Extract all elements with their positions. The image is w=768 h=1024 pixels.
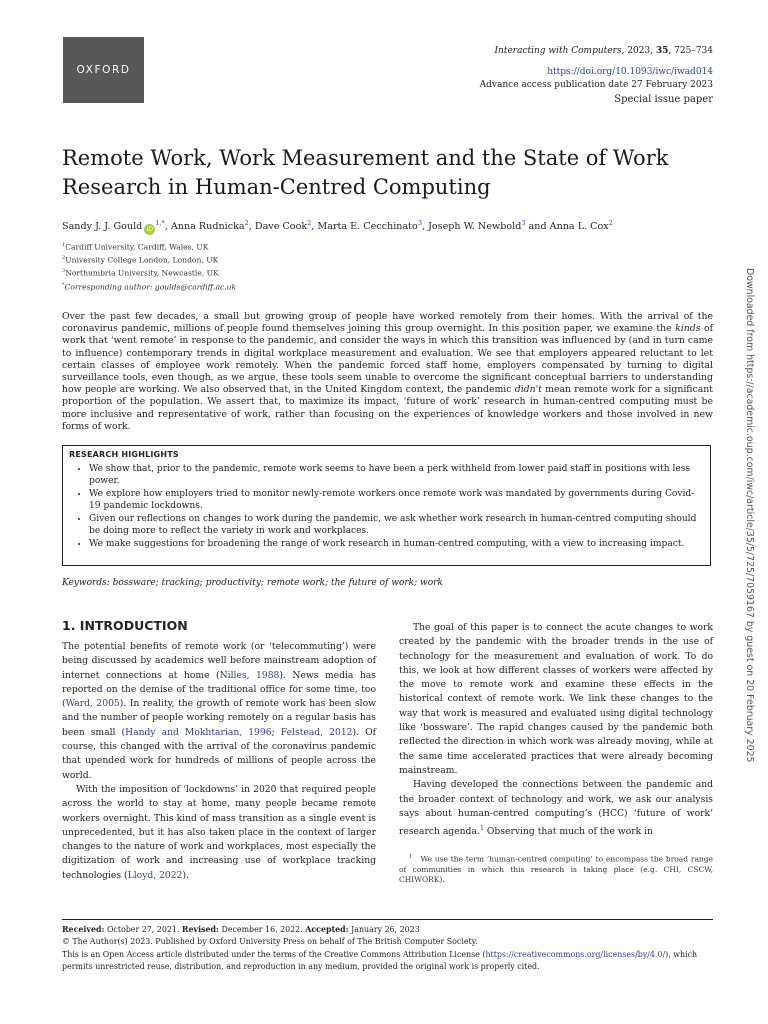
highlight-item: • We make suggestions for broadening the range of work research in human-centred computing, with a view to increasing impact.	[89, 538, 704, 550]
article-footer	[62, 924, 713, 974]
journal-volume: 35	[655, 46, 669, 56]
author-name[interactable]: Anna L. Cox	[549, 221, 609, 233]
paragraph-text: ). Of course, this changed with the arrival of the coronavirus pandemic that upended work for hundreds of millions of people across the world.	[62, 726, 377, 781]
article-dates	[62, 924, 713, 936]
license-notice	[62, 949, 713, 961]
copyright-notice: © The Author(s) 2023. Published by Oxford University Press on behalf of The British Computer Society.	[62, 937, 478, 947]
affiliation-text: University College London, London, UK	[65, 255, 219, 265]
footer-divider	[62, 919, 713, 920]
author-affiliation-mark[interactable]: 3	[521, 219, 526, 227]
accepted-label: Accepted:	[305, 925, 349, 934]
license-link[interactable]: https://creativecommons.org/licenses/by/4.0/	[485, 949, 666, 959]
abstract	[62, 311, 713, 433]
journal-name: Interacting with Computers	[494, 46, 622, 56]
journal-citation	[494, 46, 713, 56]
affiliation-number: *	[62, 281, 65, 288]
revised-date: December 16, 2022.	[218, 925, 306, 934]
footnote	[399, 852, 713, 885]
author-affiliation-mark[interactable]: 2	[244, 219, 249, 227]
author-affiliation-mark[interactable]: 2	[307, 219, 312, 227]
journal-year: , 2023,	[621, 46, 656, 56]
body-column-right	[399, 621, 713, 840]
paragraph-text: The potential benefits of remote work (or ‘telecommuting’) were being discussed by academics well before mainstream adoption of internet connections at home (	[62, 641, 376, 681]
received-date: October 27, 2021.	[104, 925, 182, 934]
research-highlights-list	[69, 463, 704, 550]
advance-access-date: Advance access publication date 27 February 2023	[479, 80, 713, 90]
doi-link[interactable]: https://doi.org/10.1093/iwc/iwad014	[547, 67, 713, 77]
affiliation-item	[62, 240, 236, 253]
publisher-name: OXFORD	[76, 64, 131, 76]
abstract-text: mean remote work for a significant proportion of the population. We assert that, to maximize its impact, ‘future of work’ research in human-centred computing must be more inclusive and representative of work, rather than focusing on the experiences of knowledge workers and those involved in new forms of work.	[62, 384, 713, 432]
author-separator: ,	[164, 221, 171, 233]
author-affiliation-mark[interactable]: 3	[417, 219, 422, 227]
citation-link[interactable]: Felstead, 2012	[280, 726, 353, 738]
citation-link[interactable]: Ward, 2005	[65, 698, 120, 710]
paragraph-text: ). News media has reported on the demise of the traditional office for some time, too (	[62, 669, 376, 710]
paragraph-text: ). In reality, the growth of remote work has been slow and the number of people working remotely on a regular basis has been small (	[62, 698, 376, 738]
author-name[interactable]: Anna Rudnicka	[170, 221, 245, 233]
article-type: Special issue paper	[614, 94, 713, 105]
author-separator: ,	[248, 221, 255, 233]
received-label: Received:	[62, 925, 105, 934]
abstract-text: of work that ‘went remote’ in response to the pandemic, and consider the ways in which this transition was influenced by (and in turn came to influence) contemporary trends in digital workplace measurement and evaluation. We see that employers appeared reluctant to let certain classes of employee work remotely. When the pandemic forced staff home, employers compensated by turning to digital surveillance tools, even though, as we argue, these tools seem unable to overcome the significant conceptual barriers to understanding how people are working. We also observed that, in the United Kingdom context, the pandemic	[62, 323, 714, 396]
download-watermark: Downloaded from https://academic.oup.com/iwc/article/35/5/725/7059167 by guest on 20 February 2025	[744, 268, 755, 763]
highlight-item: • We show that, prior to the pandemic, remote work seems to have been a perk withheld from lower paid staff in positions with less power.	[89, 463, 704, 487]
research-highlights-box	[62, 445, 711, 566]
paragraph	[399, 778, 713, 839]
author-affiliation-mark[interactable]: 1,*	[155, 219, 165, 227]
affiliation-number: 3	[62, 268, 66, 275]
title-line-2: Research in Human-Centred Computing	[62, 175, 491, 199]
body-column-left	[62, 640, 376, 883]
affiliation-item	[62, 253, 236, 266]
citation-link[interactable]: Handy and Mokhtarian, 1996	[125, 726, 272, 738]
oxford-logo	[63, 37, 144, 103]
abstract-text: Over the past few decades, a small but growing group of people have worked remotely from their homes. With the arrival of the coronavirus pandemic, millions of people found themselves joining this group overnight. In this position paper, we examine the	[62, 311, 713, 335]
corresponding-author-text[interactable]: Corresponding author: goulds@cardiff.ac.uk	[64, 282, 237, 292]
license-text: This is an Open Access article distributed under the terms of the Creative Commons Attribution License (	[62, 949, 486, 959]
footnote-number: 1	[409, 854, 413, 860]
section-heading-introduction: 1. INTRODUCTION	[62, 618, 188, 633]
orcid-icon[interactable]: iD	[144, 224, 155, 235]
research-highlights-title: RESEARCH HIGHLIGHTS	[69, 450, 179, 459]
affiliation-text: Northumbria University, Newcastle, UK	[65, 269, 219, 278]
license-notice-continued: permits unrestricted reuse, distribution, and reproduction in any medium, provided the original work is properly cited.	[62, 962, 540, 972]
affiliation-number: 2	[62, 255, 66, 262]
affiliation-number: 1	[62, 242, 66, 248]
author-separator: ,	[421, 221, 429, 233]
highlight-item: • Given our reflections on changes to work during the pandemic, we ask whether work research in human-centred computing should be doing more to reflect the variety in work and workplaces.	[89, 513, 704, 537]
paragraph-text: ).	[182, 869, 189, 881]
paragraph-text: Having developed the connections between the pandemic and the broader context of technology and work, we ask our analysis says about human-centred computing’s (HCC) ‘future of work’ research agenda.	[399, 779, 713, 838]
revised-label: Revised:	[181, 925, 219, 934]
paragraph-text: Observing that much of the work in	[483, 826, 653, 838]
journal-pages: , 725–734	[668, 46, 713, 56]
author-name[interactable]: Dave Cook	[254, 221, 308, 233]
author-separator: and	[525, 221, 550, 233]
author-name[interactable]: Marta E. Cecchinato	[317, 221, 418, 233]
accepted-date: January 26, 2023	[348, 925, 420, 934]
abstract-emphasis: didn't	[514, 384, 542, 396]
author-name[interactable]: Joseph W. Newbold	[428, 221, 522, 233]
highlight-item: • We explore how employers tried to monitor newly-remote workers once remote work was mandated by governments during Covid-19 pandemic lockdowns.	[89, 488, 704, 512]
license-text: ), which	[665, 949, 698, 959]
paragraph-text: With the imposition of ‘lockdowns’ in 2020 that required people across the world to stay at home, many people became remote workers overnight. This kind of mass transition as a single event is unprecedented, but it has also taken place in the context of larger changes to the nature of work and workplaces, most especially the digitization of work and increasing use of workplace tracking technologies (	[62, 783, 376, 881]
paragraph	[62, 640, 376, 783]
author-separator: ,	[311, 221, 318, 233]
corresponding-author	[62, 280, 236, 293]
article-title	[62, 144, 722, 202]
author-affiliation-mark[interactable]: 2	[608, 219, 613, 227]
abstract-emphasis: kinds	[675, 323, 701, 335]
paragraph: The goal of this paper is to connect the acute changes to work created by the pandemic with the broader trends in the use of technology for the measurement and evaluation of work. To do this, we look at how different classes of workers were affected by the move to remote work and examine these effects in the historical context of remote work. We link these changes to the way that work is measured and evaluated using digital technology like ‘bossware’. The rapid changes caused by the pandemic both reflected the direction in which work was already moving, while at the same time accelerated practices that were already becoming mainstream.	[399, 622, 713, 776]
paragraph-text: ;	[271, 726, 281, 738]
affiliations	[62, 240, 236, 293]
title-line-1: Remote Work, Work Measurement and the State of Work	[62, 146, 669, 170]
affiliation-text: Cardiff University, Cardiff, Wales, UK	[65, 242, 209, 252]
citation-link[interactable]: Nilles, 1988	[219, 669, 280, 681]
keywords: Keywords: bossware; tracking; productivity; remote work; the future of work; work	[62, 578, 443, 588]
paragraph	[62, 783, 376, 883]
author-name[interactable]: Sandy J. J. Gould	[62, 221, 143, 233]
author-list	[62, 216, 722, 235]
footnote-marker[interactable]: 1	[479, 824, 484, 833]
affiliation-item	[62, 266, 236, 279]
citation-link[interactable]: Lloyd, 2022	[127, 869, 183, 881]
footnote-text: We use the term ‘human-centred computing’ to encompass the broad range of communities in which this research is taking place (e.g. CHI, CSCW, CHIWORK).	[399, 854, 713, 884]
